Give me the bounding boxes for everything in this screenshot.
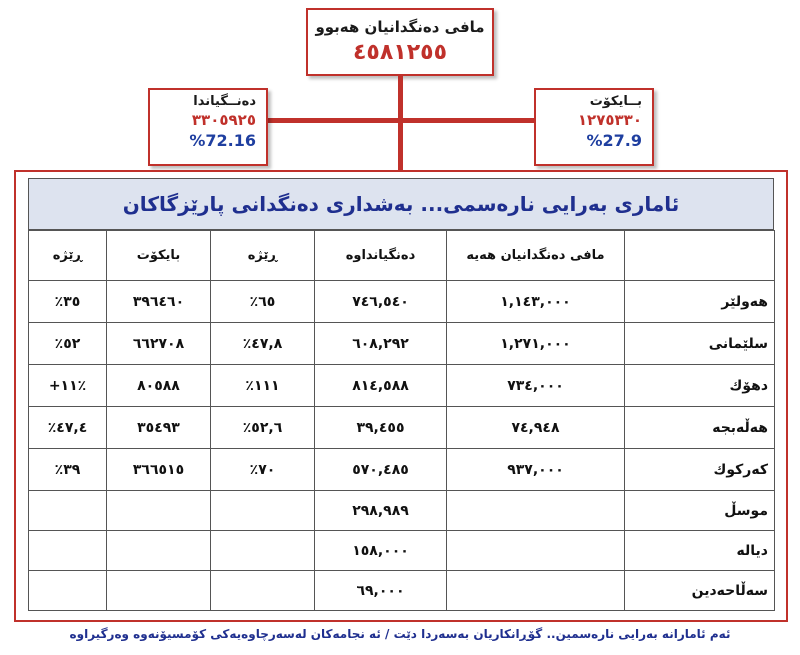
cell-province: دهۆك <box>625 365 775 407</box>
cell-province: سلێمانی <box>625 323 775 365</box>
cell-voted: ١٥٨,٠٠٠ <box>315 531 447 571</box>
cell-boycott: ٣٩٦٤٦٠ <box>107 281 211 323</box>
voted-value: ٣٣٠٥٩٢٥ <box>191 111 256 129</box>
cell-rate-boycott <box>29 491 107 531</box>
cell-voted: ٣٩,٤٥٥ <box>315 407 447 449</box>
cell-rate-voted: ٪١١١ <box>211 365 315 407</box>
cell-province: موسڵ <box>625 491 775 531</box>
table-row <box>29 449 775 491</box>
cell-rate-boycott: ٪٥٢ <box>29 323 107 365</box>
boycott-label: بــایکۆت <box>589 94 642 109</box>
cell-voted: ٦٩,٠٠٠ <box>315 571 447 611</box>
cell-eligible <box>447 571 625 611</box>
cell-boycott <box>107 571 211 611</box>
voted-box <box>148 88 268 166</box>
header-boycott: بایکۆت <box>107 231 211 281</box>
cell-rate-voted: ٪٤٧,٨ <box>211 323 315 365</box>
header-province <box>625 231 775 281</box>
cell-boycott: ٨٠٥٨٨ <box>107 365 211 407</box>
cell-rate-voted <box>211 491 315 531</box>
cell-rate-boycott: ٪٣٥ <box>29 281 107 323</box>
cell-rate-boycott <box>29 571 107 611</box>
table-row <box>29 407 775 449</box>
header-rate-voted: ڕێژە <box>211 231 315 281</box>
eligible-voters-label: مافی دەنگدانیان هەبوو <box>315 18 485 36</box>
cell-boycott: ٦٦٢٧٠٨ <box>107 323 211 365</box>
cell-boycott: ٣٦٦٥١٥ <box>107 449 211 491</box>
connector-vertical-top <box>398 76 403 122</box>
table-row <box>29 531 775 571</box>
voted-percent: %72.16 <box>189 131 256 150</box>
cell-eligible: ١,١٤٣,٠٠٠ <box>447 281 625 323</box>
cell-rate-voted: ٪٧٠ <box>211 449 315 491</box>
cell-voted: ٥٧٠,٤٨٥ <box>315 449 447 491</box>
table-row <box>29 323 775 365</box>
table-row <box>29 281 775 323</box>
cell-eligible <box>447 491 625 531</box>
cell-voted: ٨١٤,٥٨٨ <box>315 365 447 407</box>
eligible-voters-value: ٤٥٨١٢٥٥ <box>353 40 447 65</box>
cell-province: کەرکوك <box>625 449 775 491</box>
header-voted: دەنگیانداوە <box>315 231 447 281</box>
cell-rate-boycott: ٪٤٧,٤ <box>29 407 107 449</box>
cell-rate-boycott: +١١٪ <box>29 365 107 407</box>
connector-vertical-bottom <box>398 122 403 172</box>
cell-eligible <box>447 531 625 571</box>
cell-rate-boycott <box>29 531 107 571</box>
cell-rate-voted: ٪٦٥ <box>211 281 315 323</box>
cell-province: دیالە <box>625 531 775 571</box>
cell-boycott <box>107 531 211 571</box>
header-eligible: مافی دەنگدانیان هەیە <box>447 231 625 281</box>
boycott-percent: %27.9 <box>586 131 642 150</box>
cell-rate-voted <box>211 571 315 611</box>
participation-table <box>28 230 775 611</box>
cell-province: هەولێر <box>625 281 775 323</box>
voted-label: دەنــگیاندا <box>193 94 256 109</box>
boycott-value: ١٢٧٥٣٣٠ <box>577 111 642 129</box>
cell-eligible: ٩٣٧,٠٠٠ <box>447 449 625 491</box>
cell-voted: ٢٩٨,٩٨٩ <box>315 491 447 531</box>
header-rate-boycott: ڕێژە <box>29 231 107 281</box>
table-title: ئاماری بەرایی نارەسمی... بەشداری دەنگدانی پارێزگاکان <box>28 178 774 230</box>
table-row <box>29 571 775 611</box>
boycott-box <box>534 88 654 166</box>
cell-eligible: ١,٢٧١,٠٠٠ <box>447 323 625 365</box>
table-row <box>29 491 775 531</box>
cell-province: هەڵەبجە <box>625 407 775 449</box>
cell-rate-voted: ٪٥٢,٦ <box>211 407 315 449</box>
cell-rate-voted <box>211 531 315 571</box>
cell-eligible: ٧٣٤,٠٠٠ <box>447 365 625 407</box>
cell-province: سەڵاحەدین <box>625 571 775 611</box>
cell-boycott <box>107 491 211 531</box>
eligible-voters-box <box>306 8 494 76</box>
table-header-row <box>29 231 775 281</box>
cell-voted: ٧٤٦,٥٤٠ <box>315 281 447 323</box>
table-row <box>29 365 775 407</box>
cell-voted: ٦٠٨,٢٩٢ <box>315 323 447 365</box>
footer-note: ئەم ئامارانە بەرایی نارەسمین.. گۆڕانکاریان بەسەردا دێت / ئە نجامەکان لەسەرچاوەیەکی کۆمسیۆنەوە وەرگیراوە <box>69 627 731 641</box>
cell-eligible: ٧٤,٩٤٨ <box>447 407 625 449</box>
cell-boycott: ٣٥٤٩٣ <box>107 407 211 449</box>
cell-rate-boycott: ٪٣٩ <box>29 449 107 491</box>
